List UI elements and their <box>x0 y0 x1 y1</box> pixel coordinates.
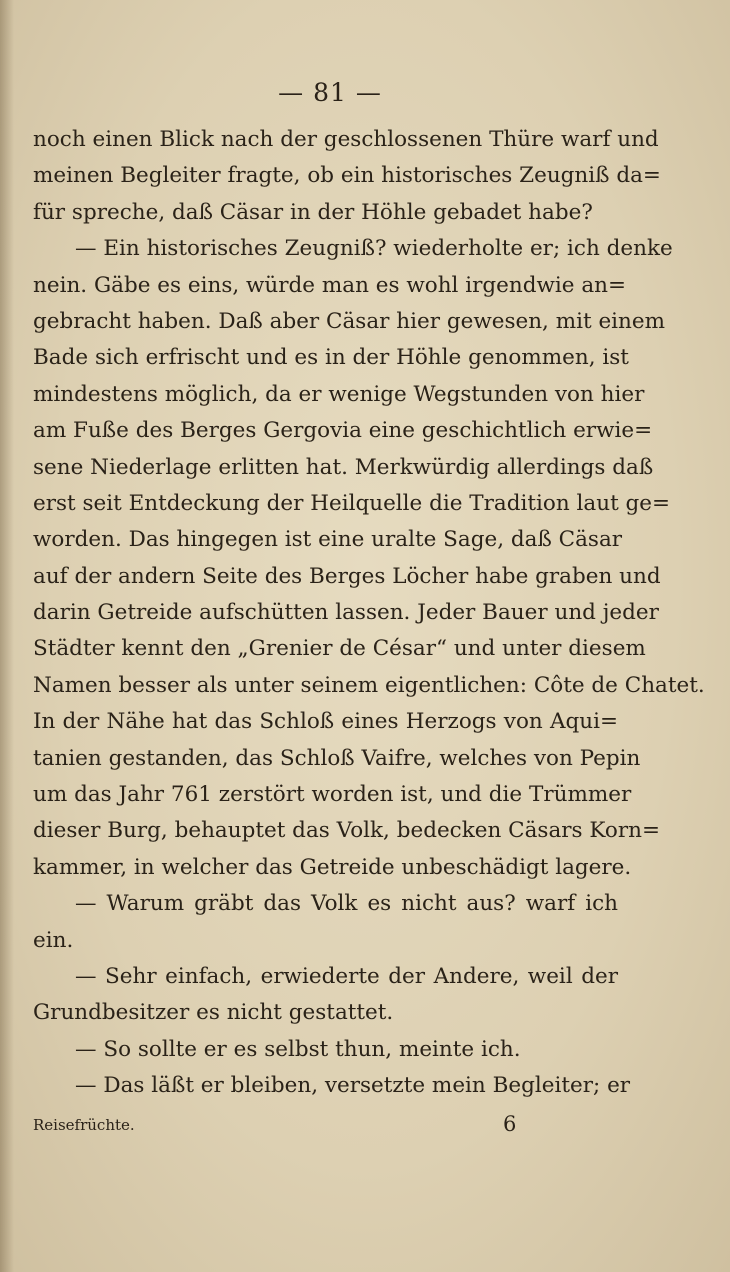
text-line: Namen besser als unter seinem eigentlichen: Côte de Chatet. <box>33 672 705 698</box>
text-line: erst seit Entdeckung der Heilquelle die Tradition laut ge= <box>33 490 671 516</box>
text-line: sene Niederlage erlitten hat. Merkwürdig allerdings daß <box>33 454 654 480</box>
text-line: meinen Begleiter fragte, ob ein historisches Zeugniß da= <box>33 163 661 189</box>
text-line: ein. <box>33 927 74 953</box>
text-line: kammer, in welcher das Getreide unbeschädigt lagere. <box>33 854 632 880</box>
text-line: nein. Gäbe es eins, würde man es wohl irgendwie an= <box>33 272 627 298</box>
text-line: — Ein historisches Zeugniß? wiederholte er; ich denke <box>75 236 673 262</box>
page-edge-shadow <box>0 0 14 1272</box>
page-footer <box>33 1112 618 1142</box>
text-line: dieser Burg, behauptet das Volk, bedecken Cäsars Korn= <box>33 818 660 844</box>
text-line: — Sehr einfach, erwiederte der Andere, weil der <box>75 963 618 989</box>
text-line: gebracht haben. Daß aber Cäsar hier gewesen, mit einem <box>33 308 666 334</box>
sheet-number: 6 <box>503 1112 517 1136</box>
text-line: In der Nähe hat das Schloß eines Herzogs von Aqui= <box>33 709 618 735</box>
text-line: darin Getreide aufschütten lassen. Jeder Bauer und jeder <box>33 600 659 626</box>
body-text <box>33 122 705 1105</box>
text-line: tanien gestanden, das Schloß Vaifre, welches von Pepin <box>33 745 641 771</box>
page-number: — 81 — <box>278 78 382 107</box>
text-line: noch einen Blick nach der geschlossenen Thüre warf und <box>33 127 659 152</box>
text-line: um das Jahr 761 zerstört worden ist, und die Trümmer <box>33 782 632 808</box>
text-line: mindestens möglich, da er wenige Wegstunden von hier <box>33 381 645 407</box>
text-line: worden. Das hingegen ist eine uralte Sage, daß Cäsar <box>33 527 623 553</box>
text-line: für spreche, daß Cäsar in der Höhle gebadet habe? <box>33 199 593 225</box>
text-line: Bade sich erfrischt und es in der Höhle genommen, ist <box>33 345 629 371</box>
footer-signature: Reisefrüchte. <box>33 1116 135 1134</box>
text-line: auf der andern Seite des Berges Löcher habe graben und <box>33 563 661 589</box>
text-line: am Fuße des Berges Gergovia eine geschichtlich erwie= <box>33 418 653 444</box>
text-line: — Das läßt er bleiben, versetzte mein Begleiter; er <box>75 1073 631 1099</box>
text-line: — Warum gräbt das Volk es nicht aus? warf ich <box>75 891 618 917</box>
text-line: — So sollte er es selbst thun, meinte ich. <box>75 1036 521 1062</box>
text-line: Grundbesitzer es nicht gestattet. <box>33 1000 394 1026</box>
text-line: Städter kennt den „Grenier de César“ und unter diesem <box>33 636 646 662</box>
